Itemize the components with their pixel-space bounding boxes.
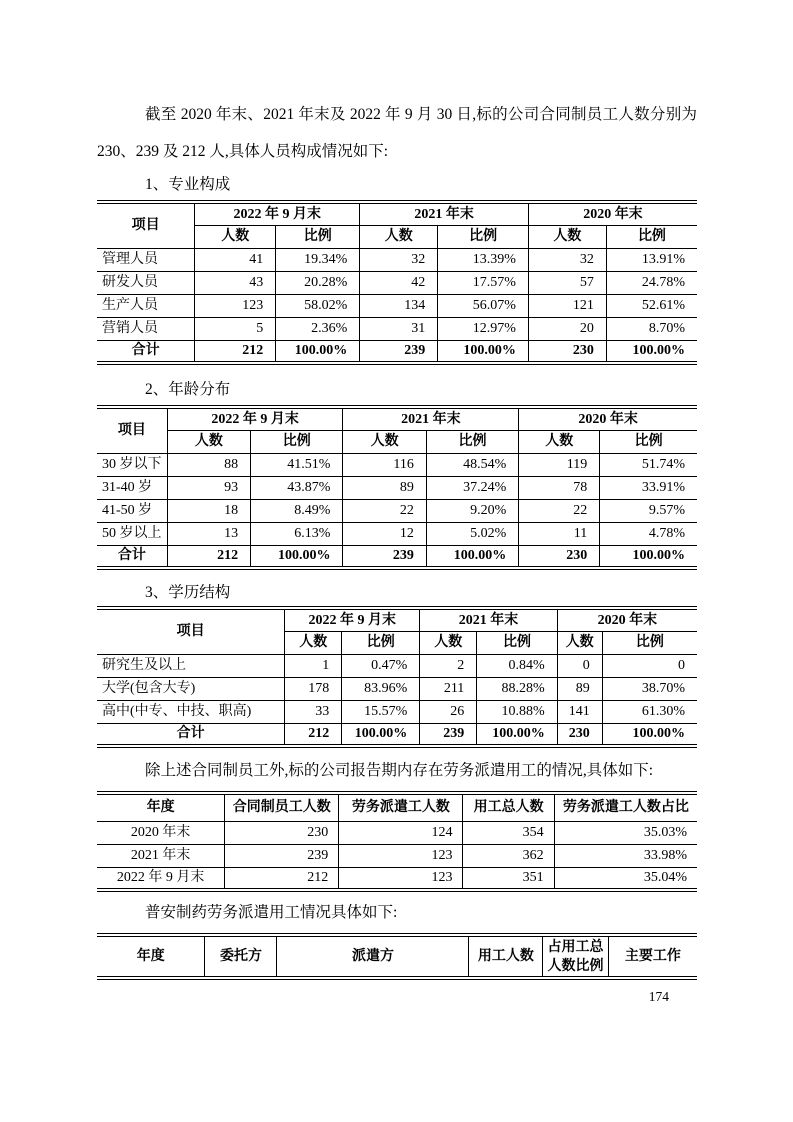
table-row [97, 317, 697, 340]
table-cell: 营销人员 [97, 317, 195, 340]
table-row [97, 522, 697, 545]
table-subheader-row [97, 430, 697, 453]
table-cell: 212 [225, 867, 339, 890]
table-cell: 50 岁以上 [97, 522, 167, 545]
column-header-dispatch-count: 劳务派遣工人数 [339, 793, 463, 821]
table-row [97, 294, 697, 317]
table-cell: 33.98% [554, 844, 697, 867]
table-cell: 30 岁以下 [97, 453, 167, 476]
table-cell: 52.61% [606, 294, 697, 317]
table-cell: 212 [195, 340, 276, 363]
column-header-count: 人数 [343, 430, 426, 453]
table-cell: 51.74% [600, 453, 697, 476]
table-cell: 33.91% [600, 476, 697, 499]
table-cell: 生产人员 [97, 294, 195, 317]
column-header-worker-count: 用工人数 [469, 935, 543, 978]
dispatch-paragraph: 除上述合同制员工外,标的公司报告期内存在劳务派遣用工的情况,具体如下: [145, 762, 654, 779]
table-cell: 0.47% [342, 654, 420, 677]
table-cell: 13.39% [438, 248, 529, 271]
table-cell: 88.28% [477, 677, 557, 700]
table-cell: 22 [343, 499, 426, 522]
table-cell: 32 [360, 248, 438, 271]
table-cell: 1 [285, 654, 342, 677]
column-header-ratio: 比例 [477, 631, 557, 654]
column-header-item: 项目 [97, 608, 285, 654]
table-cell: 100.00% [251, 545, 343, 568]
column-header-dispatch-ratio: 劳务派遣工人数占比 [554, 793, 697, 821]
table-cell: 38.70% [602, 677, 697, 700]
column-header-item: 项目 [97, 407, 167, 453]
table-cell: 4.78% [600, 522, 697, 545]
table-cell: 43.87% [251, 476, 343, 499]
table-cell: 31 [360, 317, 438, 340]
table-cell: 58.02% [276, 294, 360, 317]
column-header-period: 2022 年 9 月末 [195, 202, 360, 225]
column-header-count: 人数 [195, 225, 276, 248]
table-cell: 230 [528, 340, 606, 363]
column-header-dispatcher: 派遣方 [277, 935, 469, 978]
table-total-row [97, 723, 697, 746]
section-heading-age: 2、年龄分布 [145, 381, 231, 398]
table-cell: 42 [360, 271, 438, 294]
table-cell: 89 [343, 476, 426, 499]
column-header-count: 人数 [557, 631, 602, 654]
table-cell: 2.36% [276, 317, 360, 340]
table-cell: 100.00% [477, 723, 557, 746]
table-cell: 100.00% [600, 545, 697, 568]
table-cell: 37.24% [426, 476, 518, 499]
table-cell: 57 [528, 271, 606, 294]
table-cell: 26 [420, 700, 477, 723]
table-cell: 10.88% [477, 700, 557, 723]
column-header-count: 人数 [285, 631, 342, 654]
table-body [97, 453, 697, 568]
table-cell: 22 [519, 499, 600, 522]
table-cell: 119 [519, 453, 600, 476]
table-cell: 141 [557, 700, 602, 723]
table-cell: 合计 [97, 723, 285, 746]
table-cell: 123 [195, 294, 276, 317]
column-header-count: 人数 [420, 631, 477, 654]
table-cell: 35.03% [554, 821, 697, 844]
table-cell: 8.49% [251, 499, 343, 522]
table-cell: 研发人员 [97, 271, 195, 294]
table-cell: 212 [167, 545, 250, 568]
intro-paragraph: 截至 2020 年末、2021 年末及 2022 年 9 月 30 日,标的公司合同制员工人数分别为 230、239 及 212 人,具体人员构成情况如下: [97, 106, 697, 160]
table-cell: 35.04% [554, 867, 697, 890]
table-row [97, 844, 697, 867]
table-row [97, 476, 697, 499]
table-row [97, 271, 697, 294]
column-header-client: 委托方 [205, 935, 277, 978]
column-header-period: 2021 年末 [360, 202, 529, 225]
column-header-ratio: 比例 [276, 225, 360, 248]
table-cell: 61.30% [602, 700, 697, 723]
column-header-period: 2020 年末 [528, 202, 697, 225]
table-header-row [97, 407, 697, 430]
table-body [97, 821, 697, 890]
table-total-row [97, 545, 697, 568]
puan-paragraph: 普安制药劳务派遣用工情况具体如下: [145, 904, 398, 921]
table-cell: 15.57% [342, 700, 420, 723]
table-cell: 230 [557, 723, 602, 746]
table-cell: 88 [167, 453, 250, 476]
table-cell: 高中(中专、中技、职高) [97, 700, 285, 723]
table-cell: 239 [420, 723, 477, 746]
column-header-count: 人数 [167, 430, 250, 453]
column-header-ratio: 比例 [438, 225, 529, 248]
table-cell: 41-50 岁 [97, 499, 167, 522]
table-row [97, 453, 697, 476]
column-header-period: 2020 年末 [519, 407, 697, 430]
table-row [97, 677, 697, 700]
table-cell: 9.57% [600, 499, 697, 522]
table-header-row [97, 202, 697, 225]
table-cell: 48.54% [426, 453, 518, 476]
table-total-row [97, 340, 697, 363]
table-cell: 239 [360, 340, 438, 363]
table-cell: 178 [285, 677, 342, 700]
table-header-row [97, 935, 697, 978]
column-header-ratio: 比例 [606, 225, 697, 248]
table-cell: 100.00% [606, 340, 697, 363]
table-cell: 100.00% [426, 545, 518, 568]
table-cell: 2020 年末 [97, 821, 225, 844]
table-cell: 41 [195, 248, 276, 271]
table-row [97, 499, 697, 522]
employee-table-age [97, 405, 697, 570]
table-cell: 33 [285, 700, 342, 723]
column-header-main-work: 主要工作 [608, 935, 697, 978]
table-cell: 大学(包含大专) [97, 677, 285, 700]
table-cell: 合计 [97, 545, 167, 568]
puan-dispatch-table [97, 933, 697, 980]
table-cell: 9.20% [426, 499, 518, 522]
table-cell: 6.13% [251, 522, 343, 545]
table-cell: 24.78% [606, 271, 697, 294]
table-row [97, 654, 697, 677]
table-cell: 13 [167, 522, 250, 545]
table-body [97, 248, 697, 363]
section-heading-profession: 1、专业构成 [145, 176, 231, 193]
table-cell: 0 [602, 654, 697, 677]
table-cell: 合计 [97, 340, 195, 363]
table-cell: 20.28% [276, 271, 360, 294]
table-cell: 93 [167, 476, 250, 499]
column-header-period: 2021 年末 [420, 608, 557, 631]
column-header-year: 年度 [97, 793, 225, 821]
table-cell: 20 [528, 317, 606, 340]
column-header-count: 人数 [528, 225, 606, 248]
table-cell: 239 [343, 545, 426, 568]
table-cell: 351 [463, 867, 554, 890]
table-row [97, 821, 697, 844]
table-cell: 230 [519, 545, 600, 568]
table-cell: 239 [225, 844, 339, 867]
table-cell: 123 [339, 844, 463, 867]
table-row [97, 700, 697, 723]
employee-table-education [97, 606, 697, 748]
table-cell: 5.02% [426, 522, 518, 545]
page-number: 174 [648, 989, 669, 1004]
table-cell: 2022 年 9 月末 [97, 867, 225, 890]
table-cell: 89 [557, 677, 602, 700]
table-cell: 100.00% [438, 340, 529, 363]
employee-table-profession [97, 200, 697, 365]
column-header-ratio: 比例 [251, 430, 343, 453]
column-header-period: 2021 年末 [343, 407, 519, 430]
column-header-count: 人数 [360, 225, 438, 248]
table-cell: 83.96% [342, 677, 420, 700]
table-cell: 230 [225, 821, 339, 844]
table-cell: 212 [285, 723, 342, 746]
table-cell: 5 [195, 317, 276, 340]
column-header-year: 年度 [97, 935, 205, 978]
table-cell: 56.07% [438, 294, 529, 317]
table-row [97, 248, 697, 271]
table-cell: 管理人员 [97, 248, 195, 271]
table-body [97, 654, 697, 746]
table-cell: 0 [557, 654, 602, 677]
table-cell: 18 [167, 499, 250, 522]
table-cell: 121 [528, 294, 606, 317]
table-cell: 100.00% [342, 723, 420, 746]
column-header-ratio: 比例 [426, 430, 518, 453]
table-header-row [97, 793, 697, 821]
column-header-count: 人数 [519, 430, 600, 453]
table-cell: 2 [420, 654, 477, 677]
column-header-ratio: 比例 [602, 631, 697, 654]
table-cell: 13.91% [606, 248, 697, 271]
column-header-period: 2022 年 9 月末 [285, 608, 420, 631]
table-cell: 32 [528, 248, 606, 271]
table-cell: 12.97% [438, 317, 529, 340]
table-cell: 17.57% [438, 271, 529, 294]
table-cell: 100.00% [276, 340, 360, 363]
table-cell: 31-40 岁 [97, 476, 167, 499]
table-cell: 100.00% [602, 723, 697, 746]
column-header-item: 项目 [97, 202, 195, 248]
column-header-total-count: 用工总人数 [463, 793, 554, 821]
table-cell: 11 [519, 522, 600, 545]
table-cell: 124 [339, 821, 463, 844]
table-cell: 研究生及以上 [97, 654, 285, 677]
table-cell: 123 [339, 867, 463, 890]
table-cell: 134 [360, 294, 438, 317]
column-header-period: 2022 年 9 月末 [167, 407, 343, 430]
table-cell: 41.51% [251, 453, 343, 476]
table-cell: 12 [343, 522, 426, 545]
table-cell: 116 [343, 453, 426, 476]
table-cell: 362 [463, 844, 554, 867]
table-cell: 43 [195, 271, 276, 294]
column-header-period: 2020 年末 [557, 608, 697, 631]
section-heading-education: 3、学历结构 [145, 584, 231, 601]
table-cell: 19.34% [276, 248, 360, 271]
table-row [97, 867, 697, 890]
table-cell: 354 [463, 821, 554, 844]
table-header-row [97, 608, 697, 631]
dispatch-summary-table [97, 791, 697, 892]
column-header-worker-ratio: 占用工总人数比例 [543, 935, 608, 978]
column-header-ratio: 比例 [342, 631, 420, 654]
column-header-contract-count: 合同制员工人数 [225, 793, 339, 821]
table-cell: 211 [420, 677, 477, 700]
table-cell: 8.70% [606, 317, 697, 340]
table-cell: 78 [519, 476, 600, 499]
column-header-ratio: 比例 [600, 430, 697, 453]
table-cell: 0.84% [477, 654, 557, 677]
table-cell: 2021 年末 [97, 844, 225, 867]
